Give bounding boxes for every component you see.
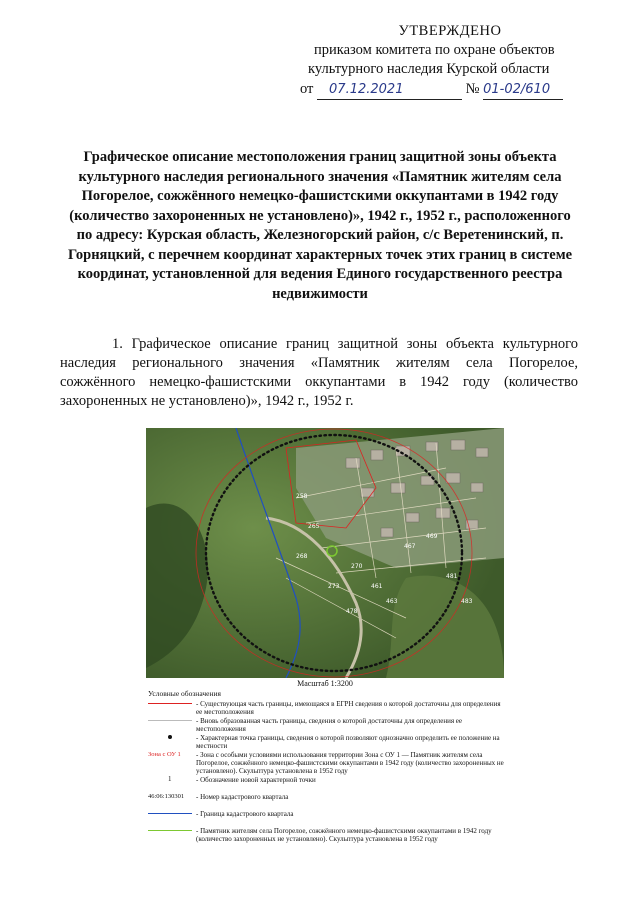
- map-label-1: 265: [308, 523, 320, 530]
- legend-text: - Характерная точка границы, сведения о которой позволяют однозначно определить ее положение на местности: [196, 734, 500, 750]
- cadastral-number-label: 46:06:130301: [148, 793, 185, 800]
- legend: [148, 700, 506, 844]
- map-label-4: 270: [351, 563, 363, 570]
- legend-title: Условные обозначения: [148, 689, 221, 698]
- number-prefix: №: [465, 81, 480, 97]
- legend-text: - Обозначение новой характерной точки: [196, 776, 316, 784]
- legend-item: [148, 700, 506, 716]
- legend-text: - Памятник жителям села Погорелое, сожжённого немецко-фашистскими оккупантами в 1942 году (количество захороненных не установлено). Скульптура установлена в 1952 году: [196, 827, 492, 843]
- legend-item: [148, 776, 506, 792]
- legend-text: - Номер кадастрового квартала: [196, 793, 289, 801]
- satellite-map: [146, 428, 504, 678]
- legend-item: [148, 734, 506, 750]
- number-field: [483, 80, 563, 100]
- legend-item: [148, 827, 506, 843]
- legend-text: - Зона с особыми условиями использования территории Зона с ОУ 1 — Памятник жителям села Погорелое, сожжённого немецко-фашистскими оккупантами в 1942 году (количество захороненных не установлено). Скульптура установлена в 1952 году: [196, 751, 504, 775]
- point-mark-symbol: [148, 776, 196, 792]
- legend-text: - Существующая часть границы, имеющаяся в ЕГРН сведения о которой достаточны для определения ее местоположения: [196, 700, 501, 716]
- map-label-8: 469: [426, 533, 438, 540]
- map-label-2: 268: [296, 553, 308, 560]
- zone-symbol: [148, 751, 196, 767]
- map-scale: Масштаб 1:3200: [297, 679, 353, 688]
- approval-stamp: [300, 22, 600, 100]
- gray-line-symbol: [148, 717, 196, 733]
- map-label-10: 483: [461, 598, 473, 605]
- dot-symbol: [148, 734, 196, 750]
- date-value: 07.12.2021: [329, 82, 404, 97]
- map-label-9: 481: [446, 573, 458, 580]
- map-label-6: 463: [386, 598, 398, 605]
- date-prefix: от: [300, 81, 314, 97]
- map-label-0: 258: [296, 493, 308, 500]
- point-mark-label: 1: [168, 775, 172, 783]
- red-line-symbol: [148, 700, 196, 716]
- green-line-symbol: [148, 827, 196, 843]
- blue-line-symbol: [148, 810, 196, 826]
- map-label-3: 273: [328, 583, 340, 590]
- legend-item: [148, 793, 506, 809]
- map-label-7: 467: [404, 543, 416, 550]
- legend-text: - Граница кадастрового квартала: [196, 810, 294, 818]
- zone-label: Зона с ОУ 1: [148, 751, 181, 758]
- approval-title: УТВЕРЖДЕНО: [398, 23, 502, 39]
- map-svg: [146, 428, 504, 678]
- legend-item: [148, 751, 506, 775]
- section-1-paragraph: 1. Графическое описание границ защитной зоны объекта культурного наследия регионального значения «Памятник жителям села Погорелое, сожжённого немецко-фашистскими оккупантами в 1942 году (количество захороненных не установлено)», 1942 г., 1952 г.: [60, 336, 578, 409]
- legend-text: - Вновь образованная часть границы, сведения о которой достаточны для определения ее местоположения: [196, 717, 463, 733]
- legend-item: [148, 717, 506, 733]
- document-title: Графическое описание местоположения границ защитной зоны объекта культурного наследия регионального значения «Памятник жителям села Погорелое, сожжённого немецко-фашистскими оккупантами в 1942 году (количество захороненных не установлено)», 1942 г., 1952 г., расположенного по адресу: Курская область, Железногорский район, с/с Веретенинский, п. Горняцкий, с перечнем координат характерных точек этих границ в системе координат, установленной для ведения Единого государственного реестра недвижимости: [67, 149, 573, 302]
- map-label-11: 478: [346, 608, 358, 615]
- approval-line-2: культурного наследия Курской области: [308, 61, 550, 77]
- number-value: 01-02/610: [483, 82, 551, 97]
- cadastral-number-symbol: [148, 793, 196, 809]
- map-label-5: 461: [371, 583, 383, 590]
- approval-date-row: [300, 80, 600, 100]
- approval-line-1: приказом комитета по охране объектов: [314, 42, 555, 58]
- date-field: [317, 80, 462, 100]
- legend-item: [148, 810, 506, 826]
